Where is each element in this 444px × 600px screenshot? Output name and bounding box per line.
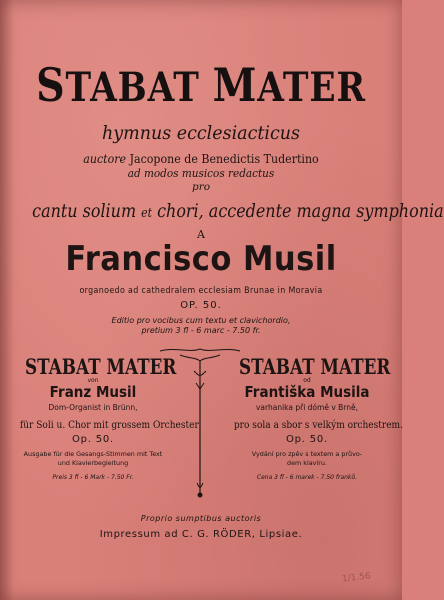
auctore-prefix: auctore xyxy=(83,152,127,166)
printer-imprint: Impressum ad C. G. RÖDER, Lipsiae. xyxy=(99,529,303,540)
czech-composer: Františka Musila xyxy=(244,383,370,401)
cantu-part-a: cantu solium xyxy=(32,200,137,222)
german-edition-1: Ausgabe für die Gesangs-Stimmen mit Text xyxy=(23,450,163,458)
czech-edition-2: dem klavíru. xyxy=(287,459,327,467)
german-edition-2: und Klavierbegleitung xyxy=(57,459,129,467)
title-initial-s: S xyxy=(36,58,66,112)
auctore-line xyxy=(16,152,386,166)
main-title xyxy=(28,58,374,112)
cantu-line xyxy=(32,200,444,222)
czech-scoring: pro sola a sbor s velkým orchestrem. xyxy=(233,419,403,431)
czech-opus: Op. 50. xyxy=(285,434,329,445)
organist-line: organoedo ad cathedralem ecclesiam Brunae in Moravia xyxy=(79,286,323,296)
czech-column xyxy=(222,354,403,481)
german-opus: Op. 50. xyxy=(71,434,115,445)
czech-title: STABAT MATER xyxy=(239,354,391,379)
auctore-name: Jacopone de Benedictis Tudertino xyxy=(129,152,319,166)
title-word-tabat: TABAT xyxy=(65,64,200,111)
german-composer: Franz Musil xyxy=(49,383,137,401)
ad-modos-line: ad modos musicos redactus xyxy=(127,167,275,180)
czech-price: Cena 3 fl - 6 marek - 7.50 franků. xyxy=(256,474,358,481)
a-letter: A xyxy=(197,228,205,241)
price-line: pretium 3 fl - 6 marc - 7.50 fr. xyxy=(141,326,261,335)
german-role: Dom-Organist in Brünn, xyxy=(48,403,138,412)
cantu-et: et xyxy=(141,206,153,221)
german-price: Preis 3 fl - 6 Mark - 7.50 Fr. xyxy=(52,474,134,481)
title-word-ater: ATER xyxy=(257,64,366,111)
czech-edition-1: Vydání pro zpěv s textem a průvo- xyxy=(251,450,363,458)
edition-line: Editio pro vocibus cum textu et clavichordio, xyxy=(111,316,291,325)
pencil-annotation: 1/1.56 xyxy=(341,571,372,585)
german-von: von xyxy=(87,377,99,384)
czech-role: varhanika při dómě v Brně, xyxy=(255,403,358,412)
subtitle: hymnus ecclesiacticus xyxy=(101,122,301,144)
german-scoring: für Soli u. Chor mit grossem Orchester xyxy=(19,419,199,431)
czech-od: od xyxy=(303,377,311,384)
pro-line: pro xyxy=(191,181,211,193)
divider-top-flourish xyxy=(160,349,240,351)
title-initial-m: M xyxy=(212,58,258,112)
publisher-note: Proprio sumptibus auctoris xyxy=(140,514,262,523)
opus-number: OP. 50. xyxy=(180,300,222,311)
german-title: STABAT MATER xyxy=(25,354,177,379)
cantu-part-b: chori, accedente magna symphonia xyxy=(157,200,444,222)
composer-name: Francisco Musil xyxy=(65,239,337,279)
